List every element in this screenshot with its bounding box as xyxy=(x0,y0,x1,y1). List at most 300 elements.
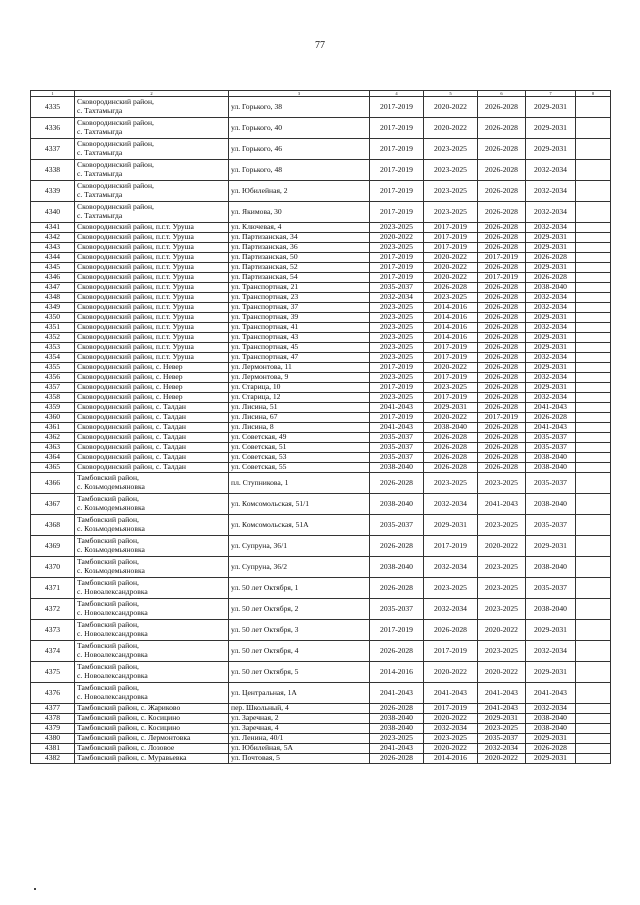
period-cell: 2038-2040 xyxy=(370,714,424,724)
period-cell: 2020-2022 xyxy=(478,754,526,764)
period-cell: 2026-2028 xyxy=(526,744,576,754)
locality-line: Тамбовский район, с. Лермонтовка xyxy=(77,733,191,743)
address-cell: ул. Центральная, 1А xyxy=(229,683,370,704)
period-cell: 2026-2028 xyxy=(478,202,526,223)
period-cell: 2029-2031 xyxy=(526,243,576,253)
locality-line: Сковородинский район, xyxy=(77,160,154,170)
empty-cell xyxy=(576,620,611,641)
row-number-cell: 4357 xyxy=(31,383,75,393)
empty-cell xyxy=(576,683,611,704)
locality-line: Сковородинский район, с. Талдан xyxy=(77,452,186,462)
locality-line: Сковородинский район, п.г.т. Уруша xyxy=(77,312,194,322)
table-row xyxy=(31,473,611,494)
period-cell: 2029-2031 xyxy=(526,97,576,118)
empty-cell xyxy=(576,223,611,233)
row-number-cell: 4358 xyxy=(31,393,75,403)
empty-cell xyxy=(576,313,611,323)
locality-line: Тамбовский район, с. Косицино xyxy=(77,723,181,733)
locality-line: с. Козьмодемьяновка xyxy=(77,482,145,491)
period-cell: 2029-2031 xyxy=(526,139,576,160)
row-number-cell: 4363 xyxy=(31,443,75,453)
address-cell: ул. Лисина, 51 xyxy=(229,403,370,413)
locality-cell xyxy=(75,393,229,403)
period-cell: 2032-2034 xyxy=(526,160,576,181)
period-cell: 2032-2034 xyxy=(526,202,576,223)
address-cell: ул. Старица, 10 xyxy=(229,383,370,393)
row-number-cell: 4352 xyxy=(31,333,75,343)
empty-cell xyxy=(576,443,611,453)
period-cell: 2023-2025 xyxy=(370,223,424,233)
period-cell: 2014-2016 xyxy=(424,313,478,323)
locality-line: Сковородинский район, с. Невер xyxy=(77,392,183,402)
period-cell: 2014-2016 xyxy=(424,754,478,764)
column-number: 6 xyxy=(478,91,526,97)
address-cell: ул. 50 лет Октября, 2 xyxy=(229,599,370,620)
row-number-cell: 4339 xyxy=(31,181,75,202)
period-cell: 2017-2019 xyxy=(370,413,424,423)
period-cell: 2029-2031 xyxy=(526,313,576,323)
locality-cell xyxy=(75,403,229,413)
period-cell: 2017-2019 xyxy=(424,641,478,662)
period-cell: 2032-2034 xyxy=(424,557,478,578)
empty-cell xyxy=(576,403,611,413)
table-row xyxy=(31,97,611,118)
empty-cell xyxy=(576,641,611,662)
locality-cell xyxy=(75,413,229,423)
table-row xyxy=(31,536,611,557)
locality-cell xyxy=(75,118,229,139)
period-cell: 2026-2028 xyxy=(478,97,526,118)
period-cell: 2020-2022 xyxy=(424,662,478,683)
locality-cell xyxy=(75,97,229,118)
row-number-cell: 4376 xyxy=(31,683,75,704)
empty-cell xyxy=(576,704,611,714)
period-cell: 2023-2025 xyxy=(370,313,424,323)
address-cell: ул. Советская, 53 xyxy=(229,453,370,463)
row-number-cell: 4366 xyxy=(31,473,75,494)
period-cell: 2032-2034 xyxy=(526,373,576,383)
locality-line: Тамбовский район, xyxy=(77,578,139,588)
locality-cell xyxy=(75,363,229,373)
table-row xyxy=(31,704,611,714)
locality-line: Тамбовский район, xyxy=(77,536,139,546)
period-cell: 2029-2031 xyxy=(478,714,526,724)
row-number-cell: 4350 xyxy=(31,313,75,323)
address-cell: ул. Юбилейная, 5А xyxy=(229,744,370,754)
table-row xyxy=(31,263,611,273)
locality-line: Сковородинский район, xyxy=(77,202,154,212)
locality-line: с. Тахтамыгда xyxy=(77,148,123,157)
period-cell: 2017-2019 xyxy=(424,243,478,253)
table-row xyxy=(31,273,611,283)
period-cell: 2041-2043 xyxy=(478,683,526,704)
period-cell: 2023-2025 xyxy=(478,557,526,578)
locality-cell xyxy=(75,683,229,704)
period-cell: 2038-2040 xyxy=(526,453,576,463)
period-cell: 2023-2025 xyxy=(424,473,478,494)
period-cell: 2017-2019 xyxy=(478,413,526,423)
period-cell: 2026-2028 xyxy=(424,433,478,443)
locality-cell xyxy=(75,744,229,754)
period-cell: 2026-2028 xyxy=(478,283,526,293)
period-cell: 2017-2019 xyxy=(370,620,424,641)
period-cell: 2032-2034 xyxy=(526,393,576,403)
table-row xyxy=(31,413,611,423)
period-cell: 2026-2028 xyxy=(478,353,526,363)
period-cell: 2026-2028 xyxy=(424,283,478,293)
table-row xyxy=(31,754,611,764)
period-cell: 2026-2028 xyxy=(424,443,478,453)
period-cell: 2017-2019 xyxy=(424,353,478,363)
locality-cell xyxy=(75,323,229,333)
period-cell: 2038-2040 xyxy=(526,463,576,473)
period-cell: 2035-2037 xyxy=(370,453,424,463)
period-cell: 2020-2022 xyxy=(424,253,478,263)
locality-cell xyxy=(75,714,229,724)
period-cell: 2026-2028 xyxy=(370,754,424,764)
row-number-cell: 4367 xyxy=(31,494,75,515)
row-number-cell: 4377 xyxy=(31,704,75,714)
empty-cell xyxy=(576,423,611,433)
period-cell: 2020-2022 xyxy=(424,263,478,273)
locality-line: с. Новоалександровка xyxy=(77,692,148,701)
period-cell: 2035-2037 xyxy=(478,734,526,744)
row-number-cell: 4338 xyxy=(31,160,75,181)
locality-cell xyxy=(75,515,229,536)
period-cell: 2020-2022 xyxy=(478,662,526,683)
period-cell: 2020-2022 xyxy=(424,97,478,118)
period-cell: 2023-2025 xyxy=(370,393,424,403)
scan-dot xyxy=(34,888,36,890)
locality-line: с. Новоалександровка xyxy=(77,629,148,638)
period-cell: 2032-2034 xyxy=(526,704,576,714)
address-cell: ул. Юбилейная, 2 xyxy=(229,181,370,202)
row-number-cell: 4368 xyxy=(31,515,75,536)
row-number-cell: 4337 xyxy=(31,139,75,160)
address-cell: ул. Транспортная, 37 xyxy=(229,303,370,313)
locality-cell xyxy=(75,263,229,273)
locality-cell xyxy=(75,734,229,744)
period-cell: 2026-2028 xyxy=(478,343,526,353)
period-cell: 2017-2019 xyxy=(370,181,424,202)
locality-cell xyxy=(75,383,229,393)
period-cell: 2029-2031 xyxy=(526,662,576,683)
locality-cell xyxy=(75,293,229,303)
period-cell: 2026-2028 xyxy=(424,463,478,473)
period-cell: 2026-2028 xyxy=(478,293,526,303)
period-cell: 2026-2028 xyxy=(526,413,576,423)
period-cell: 2017-2019 xyxy=(370,160,424,181)
address-cell: ул. Партизанская, 50 xyxy=(229,253,370,263)
address-cell: ул. 50 лет Октября, 4 xyxy=(229,641,370,662)
row-number-cell: 4364 xyxy=(31,453,75,463)
period-cell: 2029-2031 xyxy=(526,118,576,139)
address-cell: ул. Лисина, 8 xyxy=(229,423,370,433)
row-number-cell: 4373 xyxy=(31,620,75,641)
period-cell: 2014-2016 xyxy=(370,662,424,683)
table-row xyxy=(31,118,611,139)
row-number-cell: 4353 xyxy=(31,343,75,353)
locality-cell xyxy=(75,139,229,160)
table-row xyxy=(31,463,611,473)
period-cell: 2017-2019 xyxy=(424,393,478,403)
row-number-cell: 4336 xyxy=(31,118,75,139)
row-number-cell: 4359 xyxy=(31,403,75,413)
period-cell: 2041-2043 xyxy=(370,744,424,754)
period-cell: 2029-2031 xyxy=(526,333,576,343)
period-cell: 2035-2037 xyxy=(370,433,424,443)
table-row xyxy=(31,403,611,413)
locality-line: Тамбовский район, xyxy=(77,683,139,693)
period-cell: 2023-2025 xyxy=(370,333,424,343)
period-cell: 2023-2025 xyxy=(370,303,424,313)
period-cell: 2038-2040 xyxy=(370,724,424,734)
period-cell: 2017-2019 xyxy=(424,223,478,233)
period-cell: 2041-2043 xyxy=(370,423,424,433)
locality-line: Сковородинский район, п.г.т. Уруша xyxy=(77,352,194,362)
locality-line: Сковородинский район, с. Невер xyxy=(77,362,183,372)
empty-cell xyxy=(576,97,611,118)
locality-cell xyxy=(75,333,229,343)
period-cell: 2029-2031 xyxy=(526,536,576,557)
address-cell: ул. Супруна, 36/2 xyxy=(229,557,370,578)
period-cell: 2035-2037 xyxy=(526,515,576,536)
table-row xyxy=(31,139,611,160)
period-cell: 2017-2019 xyxy=(424,233,478,243)
period-cell: 2023-2025 xyxy=(478,724,526,734)
row-number-cell: 4378 xyxy=(31,714,75,724)
address-cell: ул. Горького, 48 xyxy=(229,160,370,181)
table-row xyxy=(31,293,611,303)
period-cell: 2017-2019 xyxy=(370,263,424,273)
period-cell: 2023-2025 xyxy=(370,323,424,333)
empty-cell xyxy=(576,536,611,557)
locality-cell xyxy=(75,243,229,253)
period-cell: 2029-2031 xyxy=(526,343,576,353)
empty-cell xyxy=(576,413,611,423)
table-row xyxy=(31,343,611,353)
row-number-cell: 4346 xyxy=(31,273,75,283)
period-cell: 2026-2028 xyxy=(478,373,526,383)
period-cell: 2029-2031 xyxy=(526,734,576,744)
table-row xyxy=(31,641,611,662)
empty-cell xyxy=(576,373,611,383)
address-cell: ул. Партизанская, 52 xyxy=(229,263,370,273)
locality-line: с. Тахтамыгда xyxy=(77,190,123,199)
column-number: 7 xyxy=(526,91,576,97)
period-cell: 2026-2028 xyxy=(478,313,526,323)
row-number-cell: 4341 xyxy=(31,223,75,233)
period-cell: 2038-2040 xyxy=(526,599,576,620)
period-cell: 2032-2034 xyxy=(526,641,576,662)
period-cell: 2020-2022 xyxy=(424,744,478,754)
empty-cell xyxy=(576,353,611,363)
locality-cell xyxy=(75,578,229,599)
period-cell: 2032-2034 xyxy=(526,293,576,303)
table-row xyxy=(31,283,611,293)
period-cell: 2020-2022 xyxy=(424,273,478,283)
period-cell: 2026-2028 xyxy=(478,463,526,473)
empty-cell xyxy=(576,139,611,160)
empty-cell xyxy=(576,243,611,253)
table-row xyxy=(31,333,611,343)
address-cell: ул. Партизанская, 36 xyxy=(229,243,370,253)
period-cell: 2029-2031 xyxy=(526,233,576,243)
locality-line: с. Козьмодемьяновка xyxy=(77,545,145,554)
address-cell: ул. Транспортная, 45 xyxy=(229,343,370,353)
locality-cell xyxy=(75,754,229,764)
locality-cell xyxy=(75,223,229,233)
empty-cell xyxy=(576,557,611,578)
empty-cell xyxy=(576,202,611,223)
empty-cell xyxy=(576,754,611,764)
locality-line: Сковородинский район, п.г.т. Уруша xyxy=(77,252,194,262)
period-cell: 2023-2025 xyxy=(478,473,526,494)
period-cell: 2023-2025 xyxy=(370,373,424,383)
locality-line: Сковородинский район, xyxy=(77,139,154,149)
period-cell: 2026-2028 xyxy=(478,233,526,243)
period-cell: 2038-2040 xyxy=(526,283,576,293)
period-cell: 2020-2022 xyxy=(424,714,478,724)
locality-line: с. Козьмодемьяновка xyxy=(77,566,145,575)
table-row xyxy=(31,243,611,253)
period-cell: 2023-2025 xyxy=(424,734,478,744)
locality-line: Тамбовский район, xyxy=(77,620,139,630)
row-number-cell: 4345 xyxy=(31,263,75,273)
period-cell: 2041-2043 xyxy=(370,683,424,704)
period-cell: 2026-2028 xyxy=(370,473,424,494)
period-cell: 2038-2040 xyxy=(370,557,424,578)
empty-cell xyxy=(576,253,611,263)
locality-cell xyxy=(75,423,229,433)
locality-line: Тамбовский район, xyxy=(77,599,139,609)
period-cell: 2035-2037 xyxy=(526,433,576,443)
locality-cell xyxy=(75,557,229,578)
period-cell: 2041-2043 xyxy=(526,423,576,433)
period-cell: 2023-2025 xyxy=(370,243,424,253)
period-cell: 2029-2031 xyxy=(526,263,576,273)
empty-cell xyxy=(576,714,611,724)
locality-line: с. Тахтамыгда xyxy=(77,211,123,220)
column-number: 5 xyxy=(424,91,478,97)
address-cell: ул. Старица, 12 xyxy=(229,393,370,403)
empty-cell xyxy=(576,263,611,273)
empty-cell xyxy=(576,599,611,620)
table-row xyxy=(31,373,611,383)
period-cell: 2026-2028 xyxy=(478,443,526,453)
column-number: 2 xyxy=(75,91,229,97)
period-cell: 2041-2043 xyxy=(526,683,576,704)
empty-cell xyxy=(576,744,611,754)
table-row xyxy=(31,557,611,578)
empty-cell xyxy=(576,118,611,139)
address-cell: ул. Горького, 38 xyxy=(229,97,370,118)
locality-cell xyxy=(75,443,229,453)
row-number-cell: 4381 xyxy=(31,744,75,754)
period-cell: 2035-2037 xyxy=(526,578,576,599)
address-cell: ул. Лермонтова, 9 xyxy=(229,373,370,383)
period-cell: 2032-2034 xyxy=(526,303,576,313)
empty-cell xyxy=(576,303,611,313)
empty-cell xyxy=(576,515,611,536)
period-cell: 2026-2028 xyxy=(478,423,526,433)
locality-cell xyxy=(75,724,229,734)
period-cell: 2020-2022 xyxy=(424,363,478,373)
empty-cell xyxy=(576,724,611,734)
period-cell: 2029-2031 xyxy=(526,383,576,393)
period-cell: 2026-2028 xyxy=(478,393,526,403)
table-row xyxy=(31,423,611,433)
locality-cell xyxy=(75,463,229,473)
locality-line: Тамбовский район, xyxy=(77,641,139,651)
table-row xyxy=(31,599,611,620)
period-cell: 2017-2019 xyxy=(370,202,424,223)
address-cell: ул. Транспортная, 21 xyxy=(229,283,370,293)
locality-line: Сковородинский район, п.г.т. Уруша xyxy=(77,292,194,302)
row-number-cell: 4371 xyxy=(31,578,75,599)
period-cell: 2017-2019 xyxy=(424,536,478,557)
locality-line: Сковородинский район, п.г.т. Уруша xyxy=(77,332,194,342)
locality-line: Сковородинский район, с. Талдан xyxy=(77,432,186,442)
empty-cell xyxy=(576,293,611,303)
table-row xyxy=(31,181,611,202)
period-cell: 2038-2040 xyxy=(526,714,576,724)
locality-line: Сковородинский район, с. Талдан xyxy=(77,402,186,412)
table-row xyxy=(31,620,611,641)
period-cell: 2023-2025 xyxy=(370,343,424,353)
locality-cell xyxy=(75,233,229,243)
period-cell: 2041-2043 xyxy=(478,704,526,714)
locality-cell xyxy=(75,704,229,714)
locality-line: с. Тахтамыгда xyxy=(77,127,123,136)
address-cell: ул. Партизанская, 34 xyxy=(229,233,370,243)
period-cell: 2017-2019 xyxy=(370,97,424,118)
period-cell: 2026-2028 xyxy=(478,383,526,393)
locality-line: Сковородинский район, xyxy=(77,181,154,191)
empty-cell xyxy=(576,393,611,403)
period-cell: 2026-2028 xyxy=(478,263,526,273)
period-cell: 2023-2025 xyxy=(424,293,478,303)
address-cell: ул. Горького, 46 xyxy=(229,139,370,160)
period-cell: 2017-2019 xyxy=(478,273,526,283)
period-cell: 2032-2034 xyxy=(424,599,478,620)
period-cell: 2038-2040 xyxy=(526,557,576,578)
address-cell: пер. Школьный, 4 xyxy=(229,704,370,714)
address-cell: ул. Ключевая, 4 xyxy=(229,223,370,233)
row-number-cell: 4382 xyxy=(31,754,75,764)
row-number-cell: 4343 xyxy=(31,243,75,253)
address-cell: ул. Партизанская, 54 xyxy=(229,273,370,283)
row-number-cell: 4370 xyxy=(31,557,75,578)
period-cell: 2026-2028 xyxy=(478,333,526,343)
period-cell: 2026-2028 xyxy=(370,578,424,599)
address-cell: ул. Комсомольская, 51/1 xyxy=(229,494,370,515)
locality-line: Сковородинский район, с. Талдан xyxy=(77,422,186,432)
empty-cell xyxy=(576,494,611,515)
locality-cell xyxy=(75,273,229,283)
locality-line: Сковородинский район, п.г.т. Уруша xyxy=(77,302,194,312)
table-row xyxy=(31,202,611,223)
period-cell: 2017-2019 xyxy=(478,253,526,263)
period-cell: 2017-2019 xyxy=(424,704,478,714)
locality-cell xyxy=(75,662,229,683)
period-cell: 2032-2034 xyxy=(424,494,478,515)
table-row xyxy=(31,724,611,734)
row-number-cell: 4351 xyxy=(31,323,75,333)
row-number-cell: 4349 xyxy=(31,303,75,313)
locality-cell xyxy=(75,303,229,313)
period-cell: 2020-2022 xyxy=(424,118,478,139)
